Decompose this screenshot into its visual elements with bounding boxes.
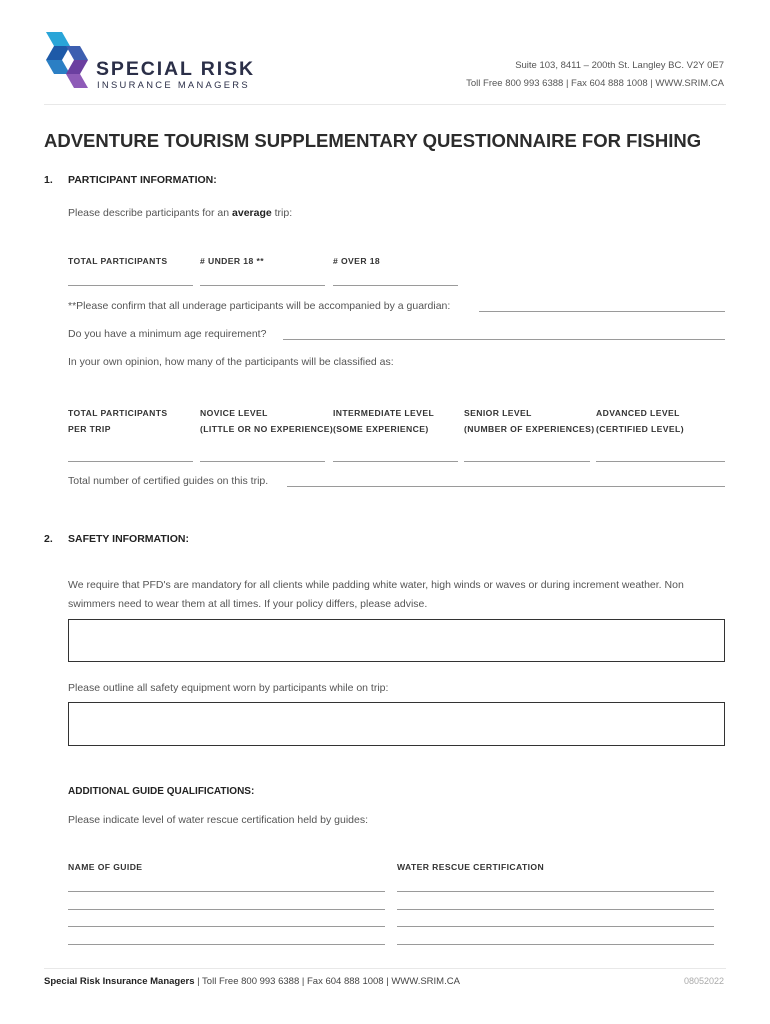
safety-equipment-question: Please outline all safety equipment worn by participants while on trip: — [68, 682, 389, 694]
level-advanced-field[interactable] — [596, 461, 725, 462]
guardian-answer-field[interactable] — [479, 311, 725, 312]
guardian-question: **Please confirm that all underage participants will be accompanied by a guardian: — [68, 300, 451, 312]
section-2-number: 2. — [44, 533, 53, 545]
col-total-participants: TOTAL PARTICIPANTS — [68, 256, 168, 266]
guide-name-field-4[interactable] — [68, 944, 385, 945]
average-trip-prompt: Please describe participants for an average trip: — [68, 207, 293, 219]
level-advanced-label: ADVANCED LEVEL — [596, 408, 680, 418]
header-divider — [44, 104, 726, 105]
logo-subtitle: INSURANCE MANAGERS — [97, 79, 250, 90]
level-senior-sublabel: (NUMBER OF EXPERIENCES) — [464, 424, 595, 434]
over-18-field[interactable] — [333, 285, 458, 286]
logo-name: SPECIAL RISK — [96, 58, 255, 80]
section-2-title: SAFETY INFORMATION: — [68, 533, 189, 545]
certified-guides-question: Total number of certified guides on this trip. — [68, 475, 269, 487]
level-intermediate-field[interactable] — [333, 461, 458, 462]
guide-cert-field-2[interactable] — [397, 909, 714, 910]
col-name-of-guide: NAME OF GUIDE — [68, 862, 143, 872]
level-total-sublabel: PER TRIP — [68, 424, 111, 434]
header-contact: Toll Free 800 993 6388 | Fax 604 888 1008 | WWW.SRIM.CA — [466, 78, 724, 89]
level-novice-label: NOVICE LEVEL — [200, 408, 268, 418]
level-total-label: TOTAL PARTICIPANTS — [68, 408, 168, 418]
guide-cert-field-4[interactable] — [397, 944, 714, 945]
footer-divider — [44, 968, 726, 969]
level-senior-label: SENIOR LEVEL — [464, 408, 532, 418]
level-intermediate-label: INTERMEDIATE LEVEL — [333, 408, 435, 418]
guide-name-field-3[interactable] — [68, 926, 385, 927]
level-intermediate-sublabel: (SOME EXPERIENCE) — [333, 424, 429, 434]
safety-equipment-textbox[interactable] — [68, 702, 725, 746]
level-novice-field[interactable] — [200, 461, 325, 462]
under-18-field[interactable] — [200, 285, 325, 286]
level-senior-field[interactable] — [464, 461, 590, 462]
guide-qualifications-title: ADDITIONAL GUIDE QUALIFICATIONS: — [68, 786, 255, 797]
pfd-policy-textbox[interactable] — [68, 619, 725, 662]
pfd-policy-line-2: swimmers need to wear them at all times. If your policy differs, please advise. — [68, 598, 428, 610]
col-over-18: # OVER 18 — [333, 256, 381, 266]
level-total-field[interactable] — [68, 461, 193, 462]
company-logo-icon — [44, 30, 92, 90]
form-code: 08052022 — [683, 976, 724, 986]
guide-cert-field-1[interactable] — [397, 891, 714, 892]
min-age-question: Do you have a minimum age requirement? — [68, 328, 267, 340]
level-advanced-sublabel: (CERTIFIED LEVEL) — [596, 424, 684, 434]
water-rescue-question: Please indicate level of water rescue certification held by guides: — [68, 814, 368, 826]
section-1-number: 1. — [44, 174, 53, 186]
guide-name-field-2[interactable] — [68, 909, 385, 910]
section-1-title: PARTICIPANT INFORMATION: — [68, 174, 217, 186]
level-novice-sublabel: (LITTLE OR NO EXPERIENCE) — [200, 424, 334, 434]
total-participants-field[interactable] — [68, 285, 193, 286]
classify-question: In your own opinion, how many of the participants will be classified as: — [68, 356, 394, 368]
pfd-policy-line-1: We require that PFD's are mandatory for all clients while padding white water, high winds or waves or during increment weather. Non — [68, 579, 684, 591]
guide-cert-field-3[interactable] — [397, 926, 714, 927]
page-title: ADVENTURE TOURISM SUPPLEMENTARY QUESTIONNAIRE FOR FISHING — [44, 130, 702, 151]
certified-guides-field[interactable] — [287, 486, 725, 487]
col-under-18: # UNDER 18 ** — [200, 256, 264, 266]
footer-text: Special Risk Insurance Managers | Toll Free 800 993 6388 | Fax 604 888 1008 | WWW.SRIM.CA — [44, 976, 460, 987]
header-address: Suite 103, 8411 – 200th St. Langley BC. V2Y 0E7 — [515, 60, 724, 71]
guide-name-field-1[interactable] — [68, 891, 385, 892]
min-age-answer-field[interactable] — [283, 339, 725, 340]
col-water-rescue-cert: WATER RESCUE CERTIFICATION — [397, 862, 545, 872]
